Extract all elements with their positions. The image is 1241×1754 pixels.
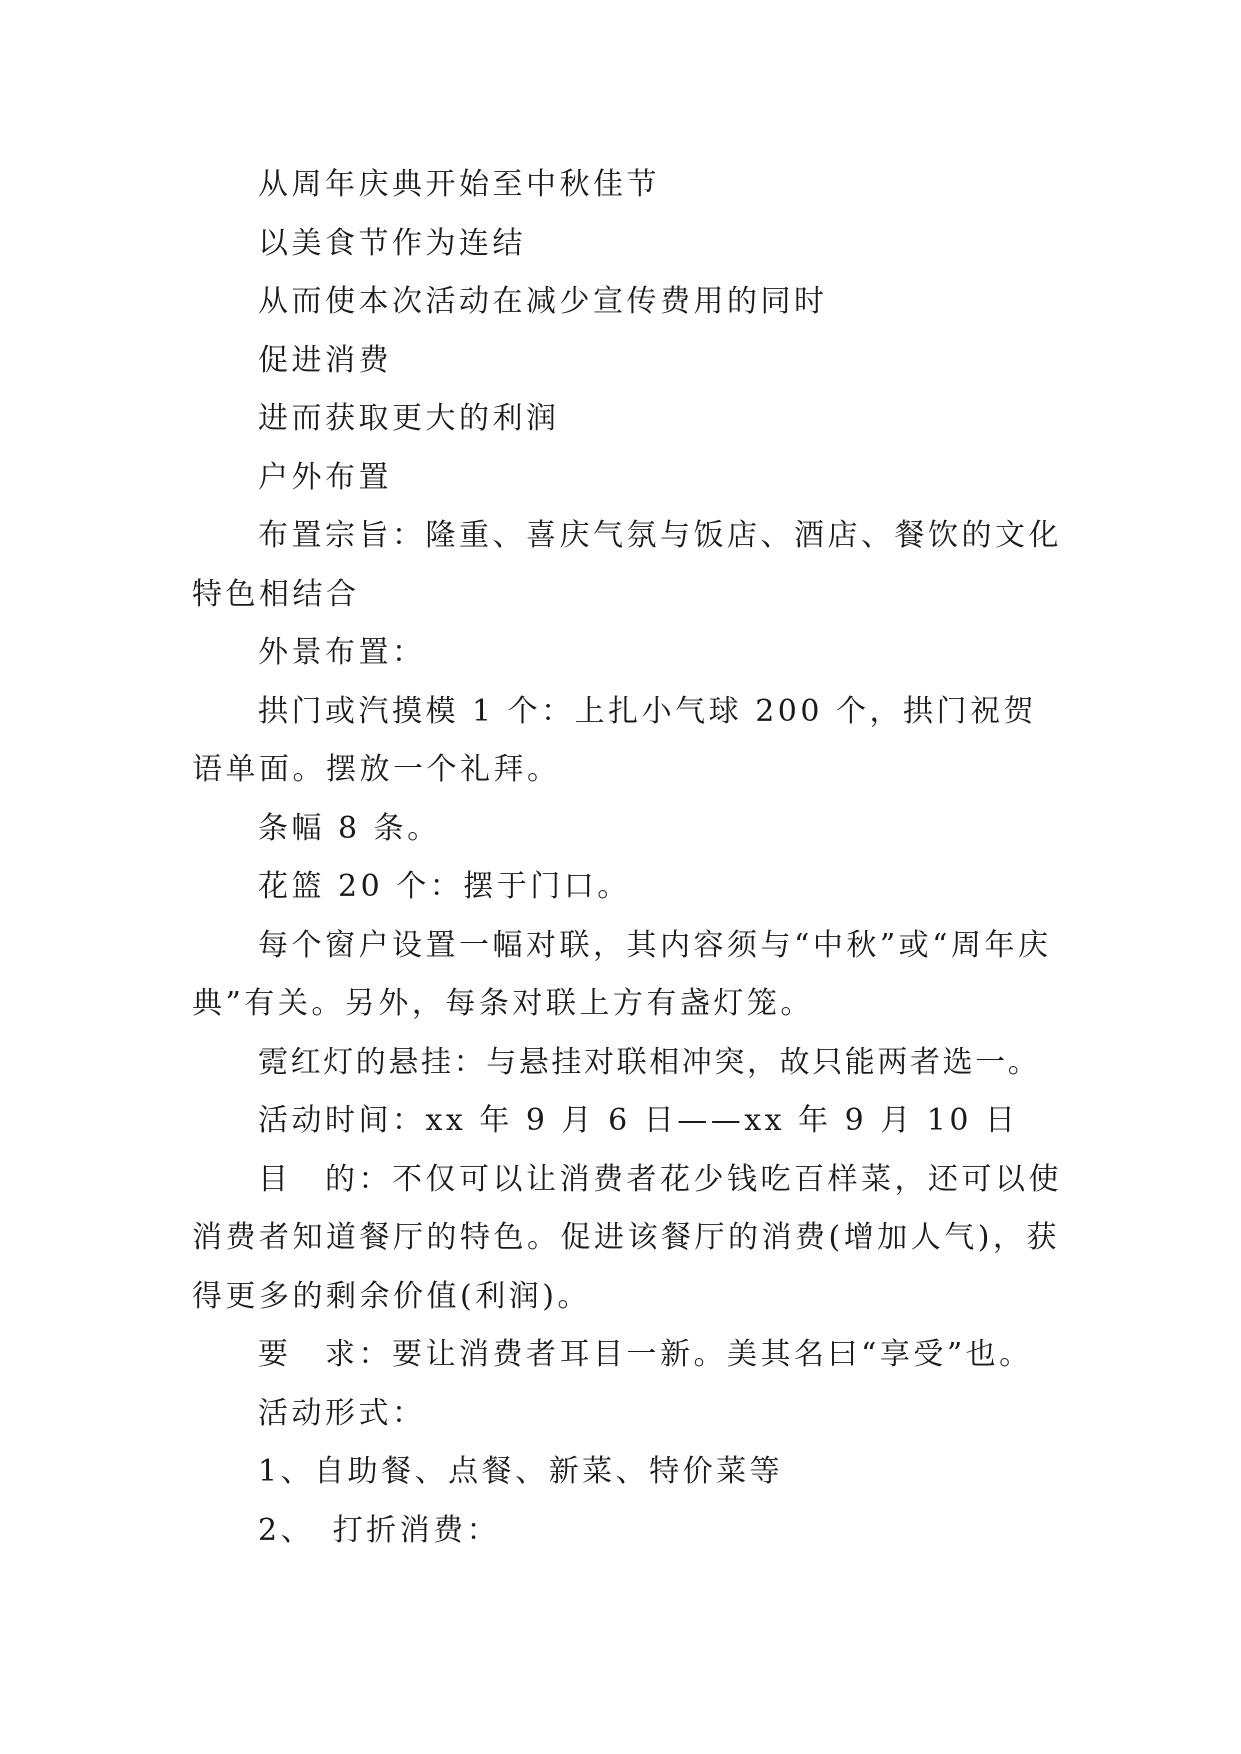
paragraph: 以美食节作为连结 (258, 225, 526, 261)
list-item: 2、 打折消费： (258, 1512, 501, 1548)
paragraph: 从周年庆典开始至中秋佳节 (258, 167, 660, 202)
paragraph: 目 的：不仅可以让消费者花少钱吃百样菜，还可以使消费者知道餐厅的特色。促进该餐厅的消费(增加人气)，获得更多的剩余价值(利润)。 (192, 1161, 1062, 1314)
paragraph: 进而获取更大的利润 (258, 401, 560, 436)
paragraph: 每个窗户设置一幅对联，其内容须与“中秋”或“周年庆典”有关。另外，每条对联上方有盏灯笼。 (192, 927, 1052, 1021)
paragraph: 活动时间：xx 年 9 月 6 日——xx 年 9 月 10 日 (258, 1103, 1019, 1138)
paragraph: 布置宗旨：隆重、喜庆气氛与饭店、酒店、餐饮的文化特色相结合 (192, 518, 1062, 612)
paragraph: 促进消费 (258, 342, 392, 378)
section-heading: 户外布置 (258, 459, 392, 495)
paragraph: 外景布置： (258, 635, 426, 670)
list-item: 1、自助餐、点餐、新菜、特价菜等 (258, 1454, 784, 1489)
paragraph: 花篮 20 个：摆于门口。 (258, 869, 631, 904)
paragraph: 拱门或汽摸模 1 个：上扎小气球 200 个，拱门祝贺语单面。摆放一个礼拜。 (192, 693, 1037, 787)
paragraph: 条幅 8 条。 (258, 810, 441, 846)
paragraph: 活动形式： (258, 1395, 426, 1431)
paragraph: 霓红灯的悬挂：与悬挂对联相冲突，故只能两者选一。 (258, 1044, 1041, 1080)
document-body (192, 156, 1062, 1560)
paragraph: 从而使本次活动在减少宣传费用的同时 (258, 284, 828, 319)
paragraph: 要 求：要让消费者耳目一新。美其名曰“享受”也。 (258, 1337, 1033, 1372)
